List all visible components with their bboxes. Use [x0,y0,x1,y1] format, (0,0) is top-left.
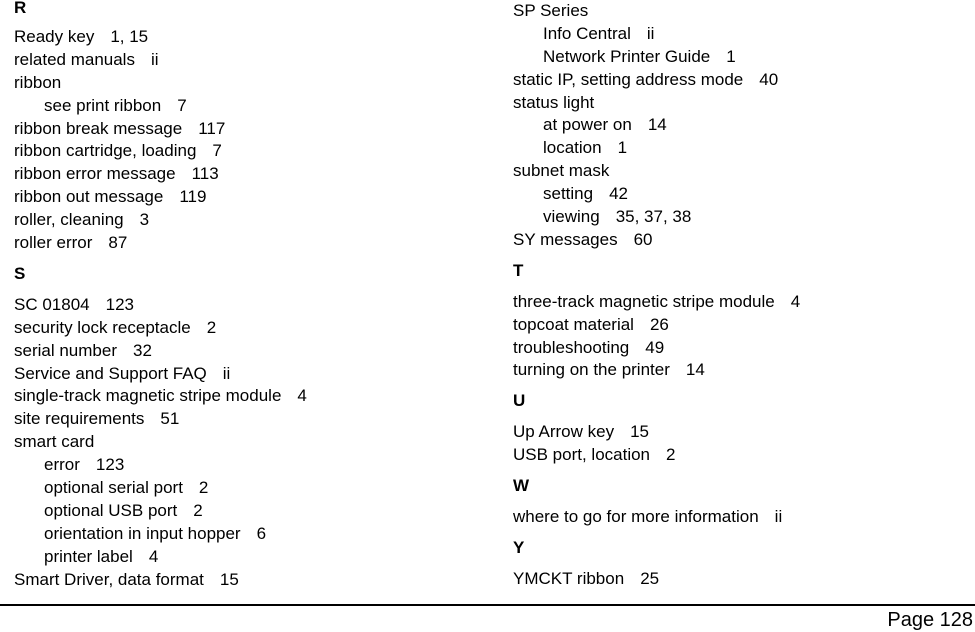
index-entry [513,291,973,314]
index-entry [513,160,973,183]
index-term: orientation in input hopper [44,523,241,543]
index-entry [513,568,973,591]
index-subentry [513,46,973,69]
index-term: YMCKT ribbon [513,569,625,589]
index-term: Network Printer Guide [543,46,711,66]
index-term: ribbon cartridge, loading [14,141,197,161]
index-page-refs: 14 [685,360,705,380]
index-entry [513,229,973,252]
index-term: Ready key [14,27,95,46]
index-page-refs: 35, 37, 38 [615,207,692,227]
index-entry [14,408,484,431]
index-letter-heading: S [14,263,26,283]
index-entry [14,294,484,317]
index-page-refs: 25 [640,569,660,589]
index-entry [14,118,484,141]
index-page-refs: ii [222,363,231,383]
index-term: printer label [44,546,133,566]
index-term: smart card [14,432,95,452]
index-page-refs: 32 [133,340,152,360]
index-entry [513,92,973,115]
index-letter-heading: Y [513,538,525,558]
index-term: subnet mask [513,161,610,181]
index-term: single-track magnetic stripe module [14,386,282,406]
index-page-refs: 1, 15 [110,27,149,46]
index-entry [14,209,484,232]
index-subentry [14,477,484,500]
index-term: ribbon error message [14,164,176,184]
index-term: SP Series [513,1,589,20]
index-term: static IP, setting address mode [513,69,744,89]
index-subentry [14,454,484,477]
index-entry [14,140,484,163]
index-page-refs: 49 [645,337,665,357]
index-page-refs: ii [150,49,159,69]
index-column-right [513,0,973,591]
index-term: roller error [14,233,93,253]
index-term: related manuals [14,49,135,69]
index-subentry [14,500,484,523]
index-page-refs: 4 [297,386,307,406]
index-page-refs: 51 [160,409,180,429]
index-column-left [14,0,484,591]
index-entry [14,26,484,49]
index-term: site requirements [14,409,145,429]
index-entry [14,317,484,340]
index-subentry [513,206,973,229]
index-entry [513,0,973,23]
index-term: three-track magnetic stripe module [513,291,775,311]
index-entry [14,363,484,386]
index-subentry [14,523,484,546]
index-letter-heading: W [513,476,530,496]
index-subentry [14,546,484,569]
index-entry [14,163,484,186]
index-page-refs: 4 [790,291,801,311]
index-entry [513,69,973,92]
index-term: setting [543,184,594,204]
index-page-refs: 60 [633,229,653,249]
index-page-refs: ii [774,507,783,527]
index-term: SC 01804 [14,294,90,314]
index-term: Info Central [543,23,631,43]
index-term: see print ribbon [44,95,162,115]
index-page-refs: 6 [256,523,267,543]
index-letter-heading: R [14,0,27,17]
index-page-refs: 42 [609,184,629,204]
index-term: Smart Driver, data format [14,569,204,589]
index-page-refs: 117 [198,118,226,138]
index-term: roller, cleaning [14,210,124,230]
index-term: at power on [543,115,632,135]
index-term: ribbon out message [14,187,164,207]
index-entry [14,72,484,95]
index-term: topcoat material [513,314,634,334]
index-term: ribbon break message [14,118,183,138]
index-entry [14,569,484,592]
index-subentry [513,137,973,160]
index-term: error [44,455,80,475]
index-term: where to go for more information [513,507,759,527]
index-entry [14,340,484,363]
index-letter-heading: U [513,391,526,411]
index-entry [513,444,973,467]
index-letter-heading: T [513,260,524,280]
index-term: Up Arrow key [513,422,615,442]
index-subentry [513,114,973,137]
index-page-refs: ii [646,23,655,43]
index-page-refs: 87 [108,233,128,253]
index-page-refs: 14 [647,115,667,135]
index-term: optional USB port [44,500,178,520]
index-page-refs: 1 [617,138,628,158]
index-page-refs: 26 [649,314,669,334]
index-entry [513,314,973,337]
index-entry [513,337,973,360]
index-term: SY messages [513,229,618,249]
index-page-refs: 1 [726,46,736,66]
index-entry [513,506,973,529]
index-term: USB port, location [513,445,651,465]
index-term: Service and Support FAQ [14,363,207,383]
index-page-refs: 2 [666,445,676,465]
index-page-refs: 123 [105,294,134,314]
index-page-refs: 7 [177,95,187,115]
index-subentry [513,23,973,46]
index-page-refs: 4 [148,546,159,566]
index-term: optional serial port [44,478,183,498]
index-entry [513,359,973,382]
index-term: viewing [543,207,600,227]
index-page-refs: 119 [179,187,207,207]
index-subentry [14,95,484,118]
index-page-refs: 40 [759,69,779,89]
index-subentry [513,183,973,206]
index-page-refs: 7 [212,141,222,161]
index-page-refs: 2 [206,317,217,337]
index-page-refs: 3 [139,210,150,230]
index-entry [14,431,484,454]
index-entry [14,186,484,209]
index-term: turning on the printer [513,360,670,380]
index-entry [14,232,484,255]
index-page-refs: 2 [198,478,209,498]
index-term: troubleshooting [513,337,630,357]
index-term: serial number [14,340,117,360]
index-page-refs: 15 [219,569,239,589]
index-term: ribbon [14,72,62,92]
index-term: location [543,138,602,158]
index-term: status light [513,92,595,112]
index-page-refs: 113 [191,164,219,184]
index-page-refs: 2 [193,500,203,520]
index-entry [513,421,973,444]
index-term: security lock receptacle [14,317,191,337]
footer-divider [0,604,975,606]
index-page-refs: 123 [95,455,125,475]
index-entry [14,385,484,408]
index-page-refs: 15 [630,422,650,442]
page-number: Page 128 [887,609,973,631]
index-entry [14,49,484,72]
